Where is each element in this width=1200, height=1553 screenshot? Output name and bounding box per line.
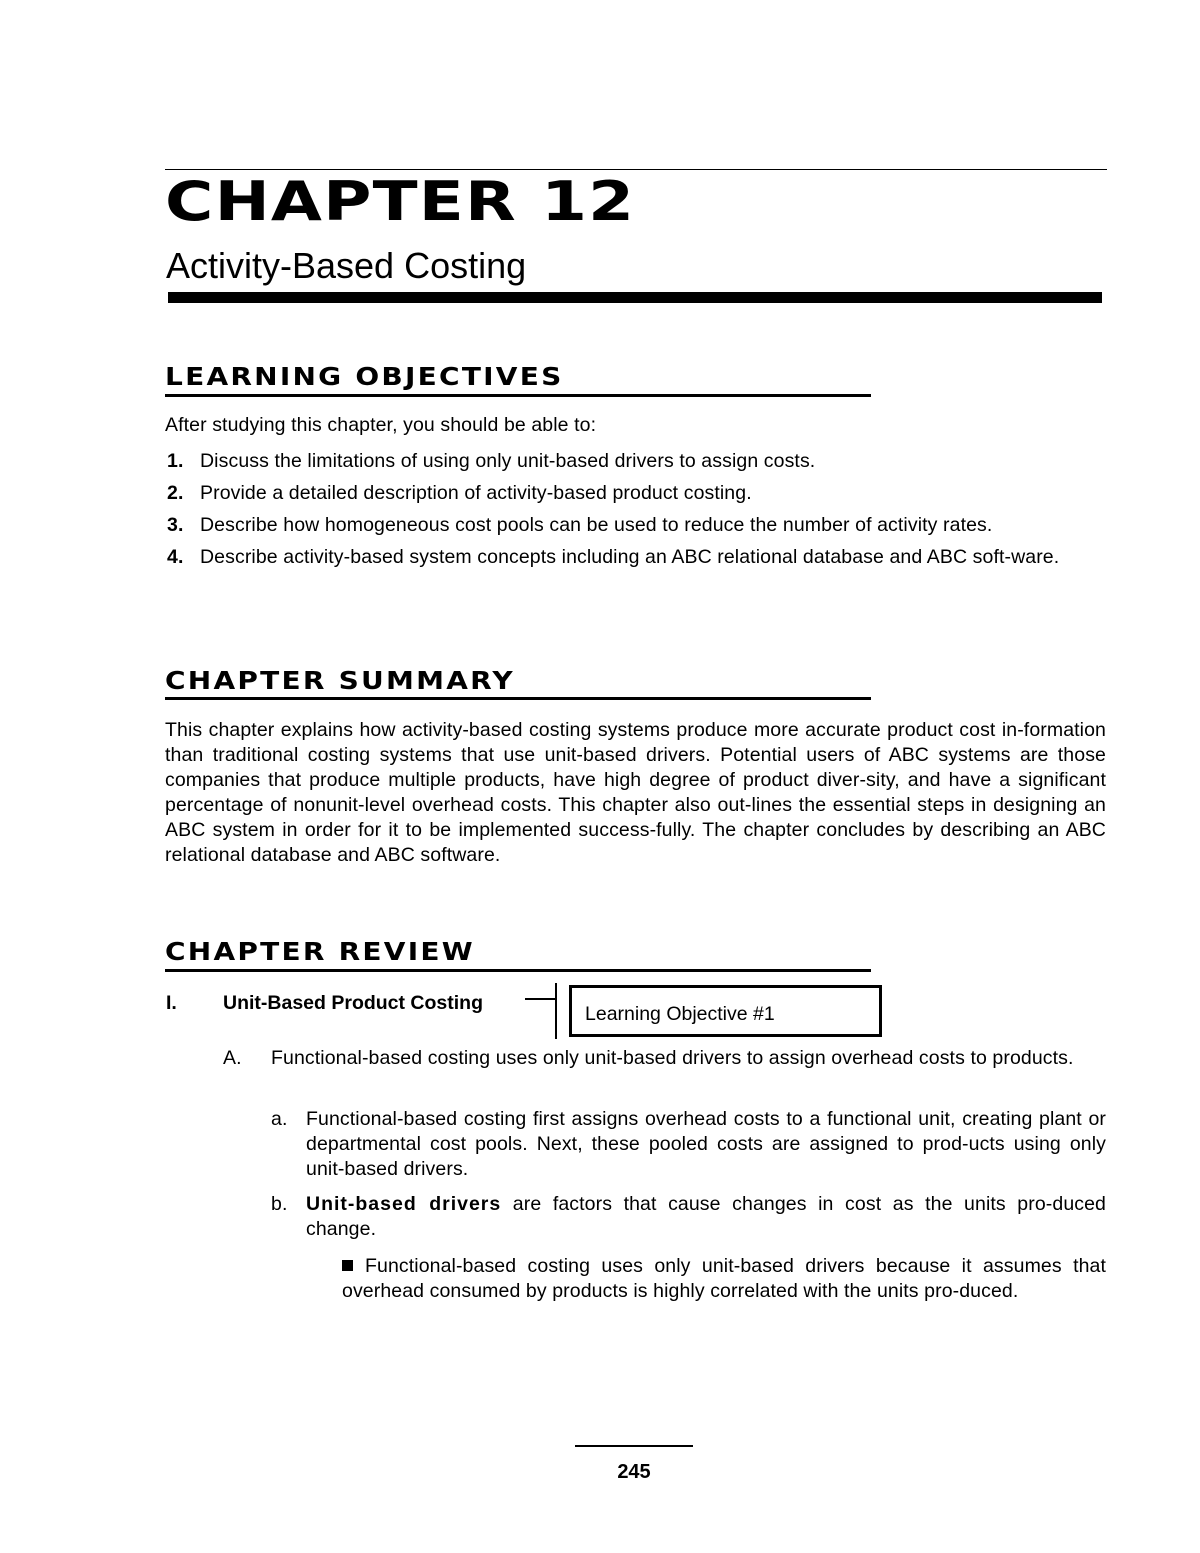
title-rule (168, 292, 1102, 303)
item-a-lower-label: a. (271, 1108, 288, 1130)
chapter-summary-rule (165, 697, 871, 700)
item-b-text: are factors that cause changes in cost as the units pro-duced change. (306, 1193, 1107, 1240)
page-number-rule (575, 1445, 693, 1447)
item-b-paragraph (306, 1192, 1106, 1242)
chapter-summary-text: This chapter explains how activity-based costing systems produce more accurate product cost in-formation than traditional costing systems that use unit-based drivers. Potential users of ABC systems are those companies that produce multiple products, have high degree of product diver-sity, and have a significant percentage of nonunit-level overhead costs. This chapter also out-lines the essential steps in designing an ABC system in order for it to be implemented success-fully. The chapter concludes by describing an ABC relational database and ABC software. (165, 719, 1106, 866)
bullet-text: Functional-based costing uses only unit-based drivers because it assumes that overhead consumed by products is highly correlated with the units pro-duced. (342, 1255, 1106, 1302)
objective-text: Describe how homogeneous cost pools can be used to reduce the number of activity rates. (200, 514, 993, 536)
chapter-summary-heading: CHAPTER SUMMARY (165, 666, 515, 695)
learning-objectives-rule (165, 394, 871, 397)
connector-line (525, 998, 556, 1000)
chapter-label: CHAPTER 12 (165, 170, 636, 233)
chapter-review-heading: CHAPTER REVIEW (165, 937, 475, 966)
page-number: 245 (617, 1461, 651, 1483)
learning-objective-box (569, 985, 882, 1037)
objective-number: 1. (167, 450, 184, 472)
objective-text: Provide a detailed description of activity-based product costing. (200, 482, 752, 504)
objective-number: 2. (167, 482, 184, 504)
objective-number: 3. (167, 514, 184, 536)
item-b-term: Unit-based drivers (306, 1193, 502, 1215)
objective-text: Describe activity-based system concepts including an ABC relational database and ABC soft-ware. (200, 546, 1060, 568)
chapter-review-rule (165, 969, 871, 972)
review-section-number: I. (166, 992, 177, 1014)
square-bullet-icon (342, 1260, 353, 1271)
review-section-title: Unit-Based Product Costing (223, 992, 484, 1014)
item-a-upper-text: Functional-based costing uses only unit-based drivers to assign overhead costs to products. (271, 1047, 1074, 1069)
item-a-upper-label: A. (223, 1047, 242, 1069)
objective-text: Discuss the limitations of using only unit-based drivers to assign costs. (200, 450, 816, 472)
connector-bar (555, 983, 557, 1039)
objective-number: 4. (167, 546, 184, 568)
item-b-label: b. (271, 1193, 288, 1215)
learning-objective-label: Learning Objective #1 (585, 1003, 775, 1025)
bullet-paragraph (342, 1254, 1106, 1304)
chapter-title: Activity-Based Costing (166, 245, 527, 286)
learning-objectives-heading: LEARNING OBJECTIVES (165, 362, 564, 391)
objectives-intro: After studying this chapter, you should be able to: (165, 414, 597, 436)
item-a-lower-text: Functional-based costing first assigns overhead costs to a functional unit, creating plant or departmental cost pools. Next, these pooled costs are assigned to prod-ucts using only unit-based drivers. (306, 1108, 1106, 1180)
